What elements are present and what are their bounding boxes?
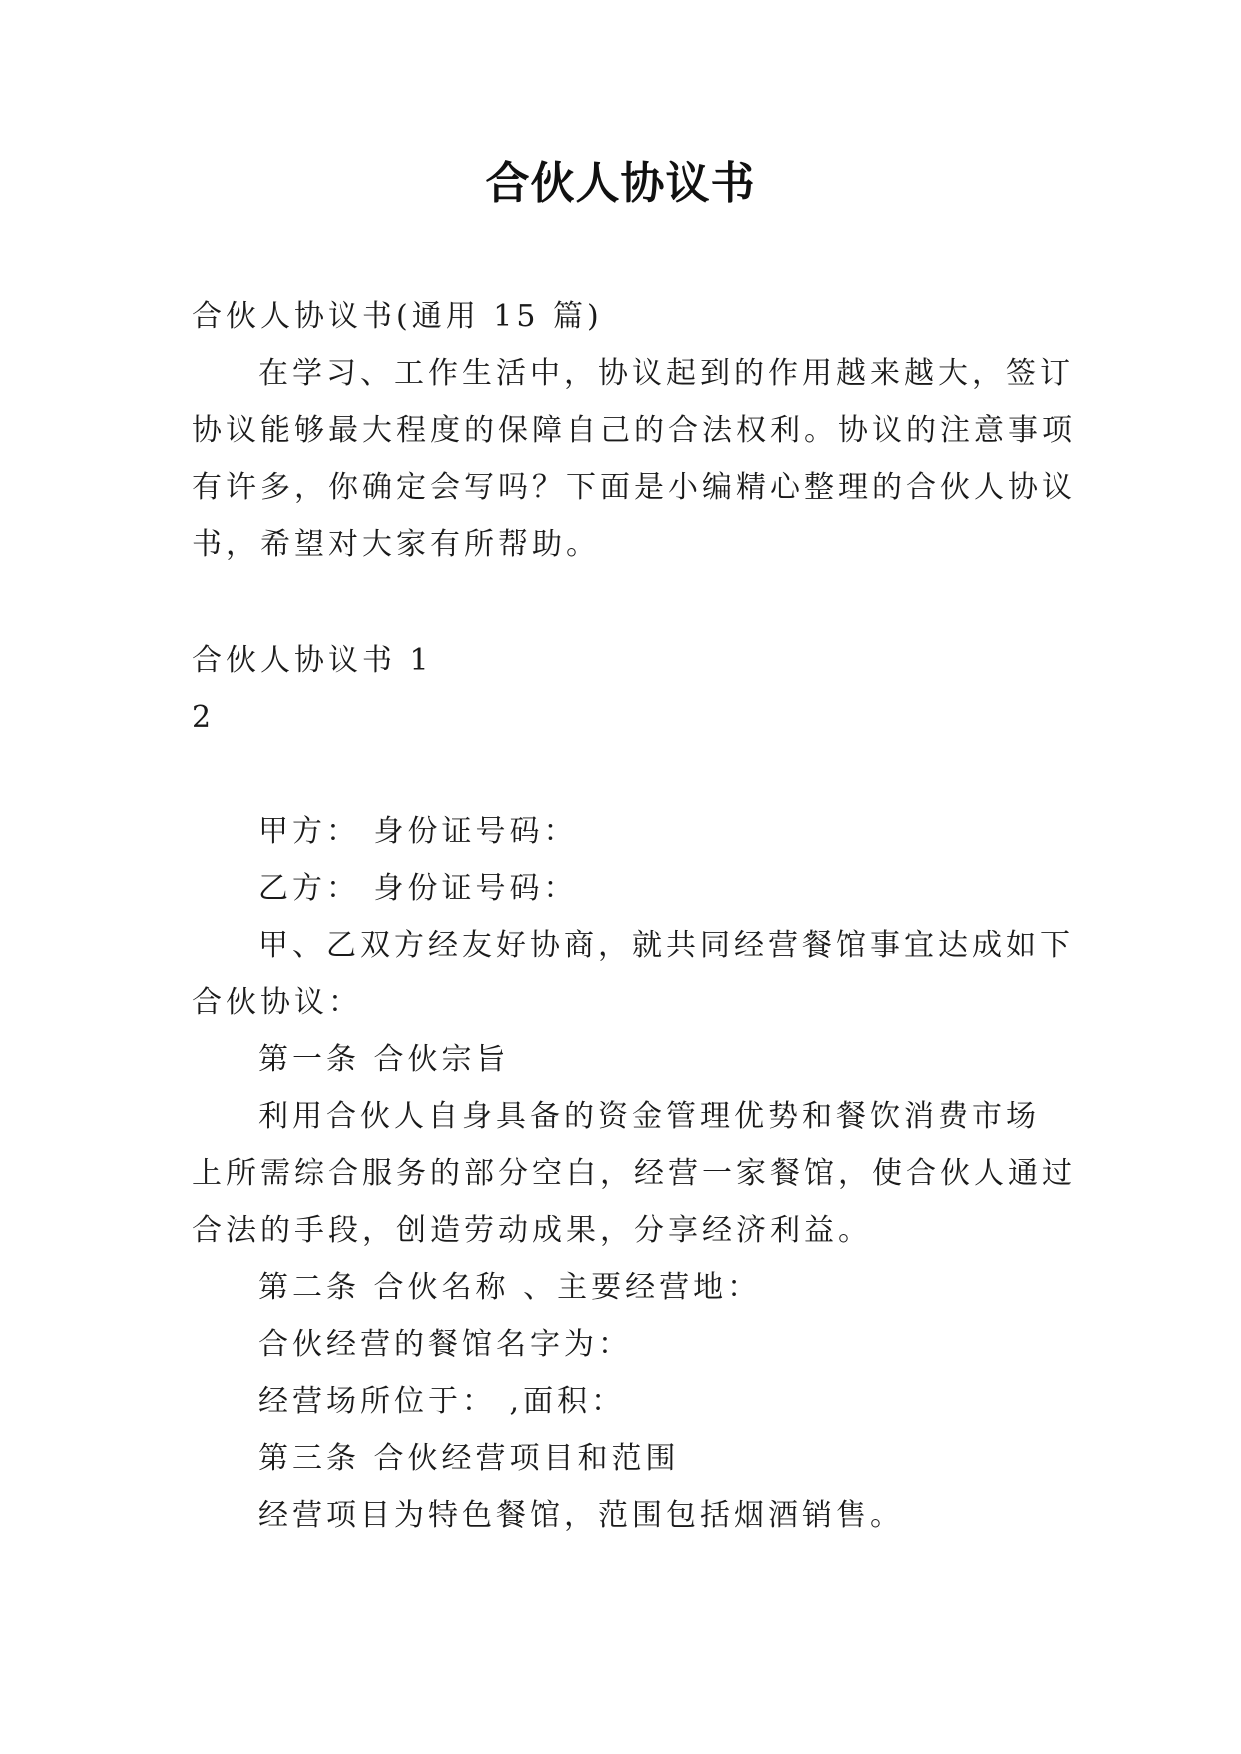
article-3-line-1: 经营项目为特色餐馆，范围包括烟酒销售。 [258,1498,904,1533]
section-heading: 合伙人协议书 1 [192,643,433,678]
article-1-line-2: 上所需综合服务的部分空白，经营一家餐馆，使合伙人通过 [192,1156,1076,1191]
agreement-intro-line-2: 合伙协议： [192,985,362,1020]
article-2-line-1: 合伙经营的餐馆名字为： [258,1327,632,1362]
article-3-heading: 第三条 合伙经营项目和范围 [258,1441,680,1476]
intro-line-4: 书，希望对大家有所帮助。 [192,527,600,562]
party-b-line: 乙方： 身份证号码： [258,871,578,906]
agreement-intro-line-1: 甲、乙双方经友好协商，就共同经营餐馆事宜达成如下 [258,928,1074,963]
article-1-line-1: 利用合伙人自身具备的资金管理优势和餐饮消费市场 [258,1099,1040,1134]
party-a-line: 甲方： 身份证号码： [258,814,578,849]
article-2-line-2: 经营场所位于： ,面积： [258,1384,626,1419]
article-1-line-3: 合法的手段，创造劳动成果，分享经济利益。 [192,1213,872,1248]
intro-line-3: 有许多，你确定会写吗？下面是小编精心整理的合伙人协议 [192,470,1076,505]
intro-line-2: 协议能够最大程度的保障自己的合法权利。协议的注意事项 [192,413,1076,448]
page-marker: 2 [192,700,216,735]
article-1-heading: 第一条 合伙宗旨 [258,1042,510,1077]
document-title: 合伙人协议书 [485,158,756,209]
document-subtitle: 合伙人协议书(通用 15 篇) [192,299,603,334]
article-2-heading: 第二条 合伙名称 、主要经营地： [258,1270,762,1305]
intro-line-1: 在学习、工作生活中，协议起到的作用越来越大，签订 [258,356,1074,391]
